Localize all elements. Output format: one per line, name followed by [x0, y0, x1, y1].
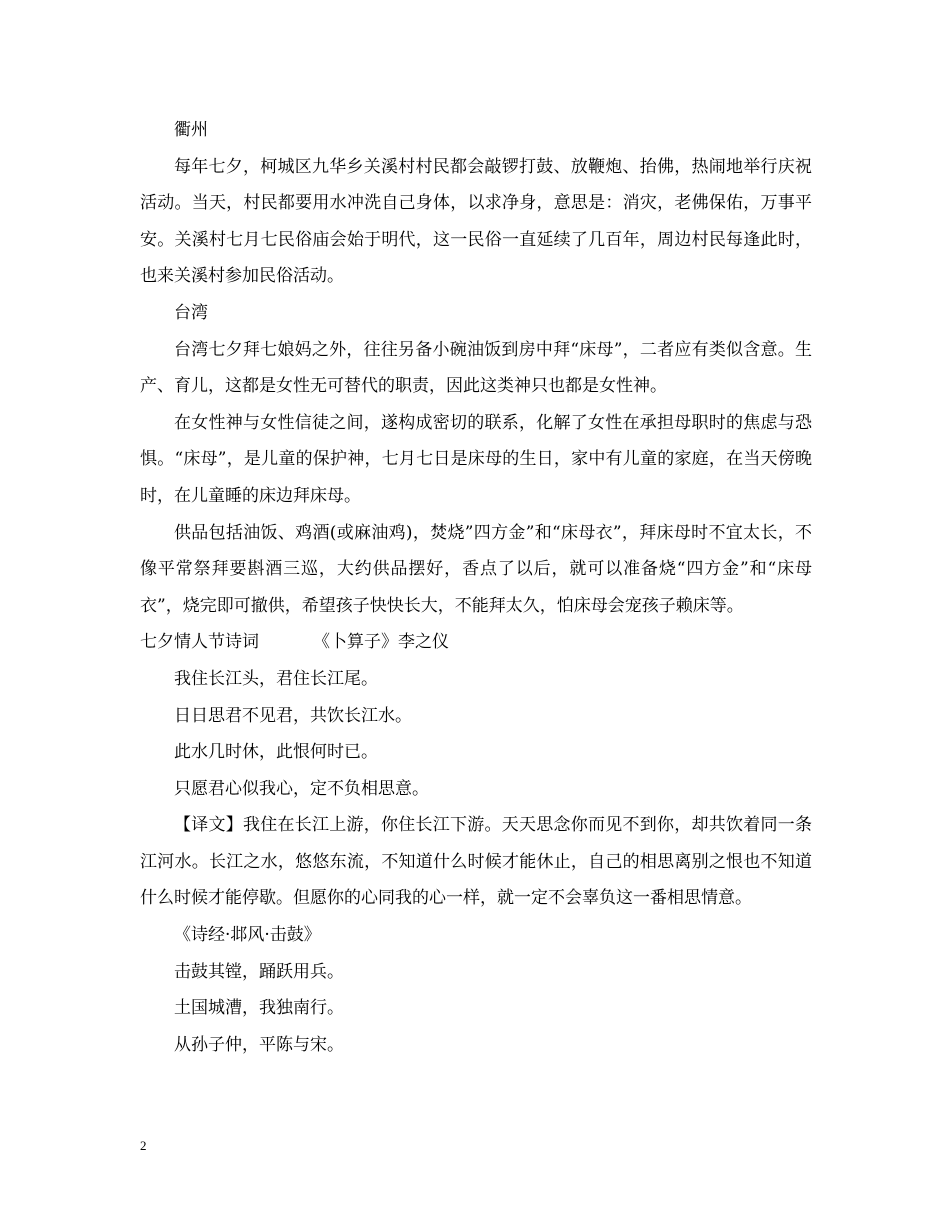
paragraph-taiwan-2: 在女性神与女性信徒之间，遂构成密切的联系，化解了女性在承担母职时的焦虑与恐惧。“床母”，是儿童的保护神，七月七日是床母的生日，家中有儿童的家庭，在当天傍晚时，在儿童睡的床边拜床母。: [140, 412, 812, 506]
poem-title-jigu: 《诗经·邶风·击鼓》: [174, 925, 321, 946]
poem-section-heading: [140, 624, 812, 661]
poem-line: 此水几时休，此恨何时已。: [174, 742, 378, 763]
poem-line: 日日思君不见君，共饮长江水。: [174, 705, 412, 726]
poem-title-busuanzi: 《卜算子》李之仪: [313, 632, 449, 653]
paragraph-taiwan-1: 台湾七夕拜七娘妈之外，往往另备小碗油饭到房中拜“床母”，二者应有类似含意。生产、育儿，这都是女性无可替代的职责，因此这类神只也都是女性神。: [140, 339, 812, 397]
poem-line: 只愿君心似我心，定不负相思意。: [174, 778, 429, 799]
poem-line: 土国城漕，我独南行。: [174, 998, 344, 1019]
heading-quzhou: 衢州: [174, 120, 208, 140]
paragraph-taiwan-3: 供品包括油饭、鸡酒(或麻油鸡)，焚烧”四方金”和“床母衣”，拜床母时不宜太长，不像平常祭拜要斟酒三巡，大约供品摆好，香点了以后，就可以准备烧“四方金”和“床母衣”，烧完即可撤供，希望孩子快快长大，不能拜太久，怕床母会宠孩子赖床等。: [140, 522, 812, 616]
document-page: [140, 112, 812, 1063]
poem-line: 从孙子仲，平陈与宋。: [174, 1034, 344, 1055]
poem-line: 我住长江头，君住长江尾。: [174, 668, 378, 689]
paragraph-quzhou: 每年七夕，柯城区九华乡关溪村村民都会敲锣打鼓、放鞭炮、抬佛，热闹地举行庆祝活动。当天，村民都要用水冲洗自己身体，以求净身，意思是：消灾，老佛保佑，万事平安。关溪村七月七民俗庙会始于明代，这一民俗一直延续了几百年，周边村民每逢此时，也来关溪村参加民俗活动。: [140, 156, 812, 287]
poem-line: 击鼓其镗，踊跃用兵。: [174, 961, 344, 982]
heading-taiwan: 台湾: [174, 302, 208, 323]
poem-translation: 【译文】我住在长江上游，你住长江下游。天天思念你而见不到你，却共饮着同一条江河水。长江之水，悠悠东流，不知道什么时候才能休止，自己的相思离别之恨也不知道什么时候才能停歇。但愿你的心同我的心一样，就一定不会辜负这一番相思情意。: [140, 815, 812, 909]
page-number: 2: [140, 1138, 147, 1153]
section-title: 七夕情人节诗词: [140, 632, 259, 653]
